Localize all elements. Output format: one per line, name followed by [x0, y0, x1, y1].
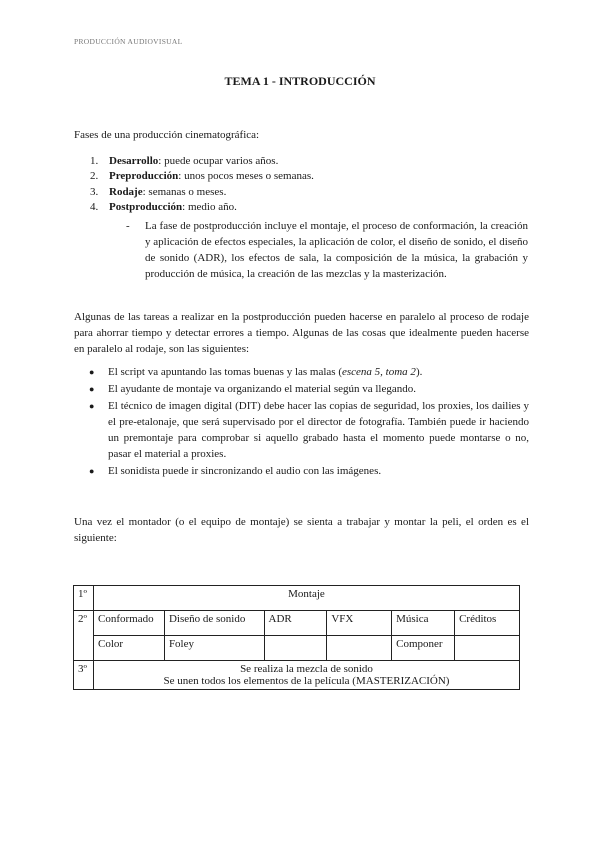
- list-item: ● El sonidista puede ir sincronizando el audio con las imágenes.: [89, 465, 382, 477]
- table-cell: Foley: [164, 636, 264, 661]
- list-item: 3. Rodaje: semanas o meses.: [90, 185, 227, 198]
- mix-cell: [93, 661, 519, 690]
- list-item: ● El ayudante de montaje va organizando el material según va llegando.: [89, 383, 416, 395]
- table-cell: [455, 636, 520, 661]
- bullet-icon: ●: [89, 401, 95, 411]
- phases-list: [90, 154, 314, 215]
- phase-name: Desarrollo: [109, 155, 159, 167]
- mix-line-2: Se unen todos los elementos de la película (MASTERIZACIÓN): [163, 675, 450, 687]
- table-cell: VFX: [327, 611, 392, 636]
- order-intro: Una vez el montador (o el equipo de montaje) se sienta a trabajar y montar la peli, el orden es el siguiente:: [74, 516, 529, 544]
- page-title: TEMA 1 - INTRODUCCIÓN: [224, 74, 376, 88]
- list-item: ● El script va apuntando las tomas buenas y las malas (escena 5, toma 2).: [89, 366, 423, 378]
- scene-example: escena 5, toma 2: [342, 366, 416, 378]
- phase-name: Postproducción: [109, 200, 183, 213]
- parallel-intro: Algunas de las tareas a realizar en la postproducción pueden hacerse en paralelo al proceso de rodaje para ahorrar tiempo y detectar errores a tiempo. Algunas de las cosas que idealmente pueden hacerse en paralelo al rodaje, son las siguientes:: [74, 311, 529, 355]
- table-cell: Créditos: [455, 611, 520, 636]
- table-cell: Componer: [392, 636, 455, 661]
- list-item: ● El técnico de imagen digital (DIT) debe hacer las copias de seguridad, los proxies, los dailies y el pre-etalonaje, que será supervisado por el director de fotografía. También puede ir haciendo un premontaje para comprobar si aquello grabado hasta el momento puede montarse o no, pasar el material a proxies.: [89, 400, 529, 460]
- workflow-table: [73, 585, 520, 690]
- phase-name: Preproducción: [109, 170, 179, 183]
- phase-desc: : medio año.: [182, 200, 237, 213]
- table-cell: Música: [392, 611, 455, 636]
- bullet-icon: ●: [89, 384, 95, 394]
- parallel-tasks-list: [89, 364, 529, 480]
- phase-desc: : semanas o meses.: [142, 185, 227, 198]
- table-row: [74, 611, 520, 636]
- postproduction-note-text: La fase de postproducción incluye el montaje, el proceso de conformación, la creación y aplicación de efectos especiales, la aplicación de color, el diseño de sonido, el diseño de sonido (ADR), los efectos de sala, la composición de la música, la grabación y producción de música, la creación de las mezclas y la masterización.: [145, 220, 528, 280]
- list-item: 4. Postproducción: medio año.: [90, 200, 237, 213]
- phases-intro: Fases de una producción cinematográfica:: [74, 129, 260, 141]
- table-cell: Diseño de sonido: [164, 611, 264, 636]
- list-item: 2. Preproducción: unos pocos meses o semanas.: [90, 170, 314, 183]
- postproduction-note: [126, 218, 528, 282]
- list-item: 1. Desarrollo: puede ocupar varios años.: [90, 155, 279, 167]
- step-number: 1º: [74, 586, 94, 611]
- table-row: [74, 636, 520, 661]
- table-cell: Conformado: [93, 611, 164, 636]
- table-cell: ADR: [264, 611, 327, 636]
- step-number: 3º: [74, 661, 94, 690]
- dash-marker: -: [126, 220, 130, 232]
- phase-name: Rodaje: [109, 185, 143, 198]
- running-header: PRODUCCIÓN AUDIOVISUAL: [74, 37, 183, 46]
- table-row: [74, 586, 520, 611]
- mix-line-1: Se realiza la mezcla de sonido: [240, 663, 373, 675]
- table-cell: Color: [93, 636, 164, 661]
- step-number: 2º: [74, 611, 94, 661]
- phase-desc: : unos pocos meses o semanas.: [178, 170, 314, 183]
- table-row: [74, 661, 520, 690]
- bullet-icon: ●: [89, 466, 95, 476]
- phase-desc: : puede ocupar varios años.: [158, 155, 279, 167]
- bullet-icon: ●: [89, 367, 95, 377]
- table-cell: [327, 636, 392, 661]
- table-cell: [264, 636, 327, 661]
- montaje-cell: Montaje: [93, 586, 519, 611]
